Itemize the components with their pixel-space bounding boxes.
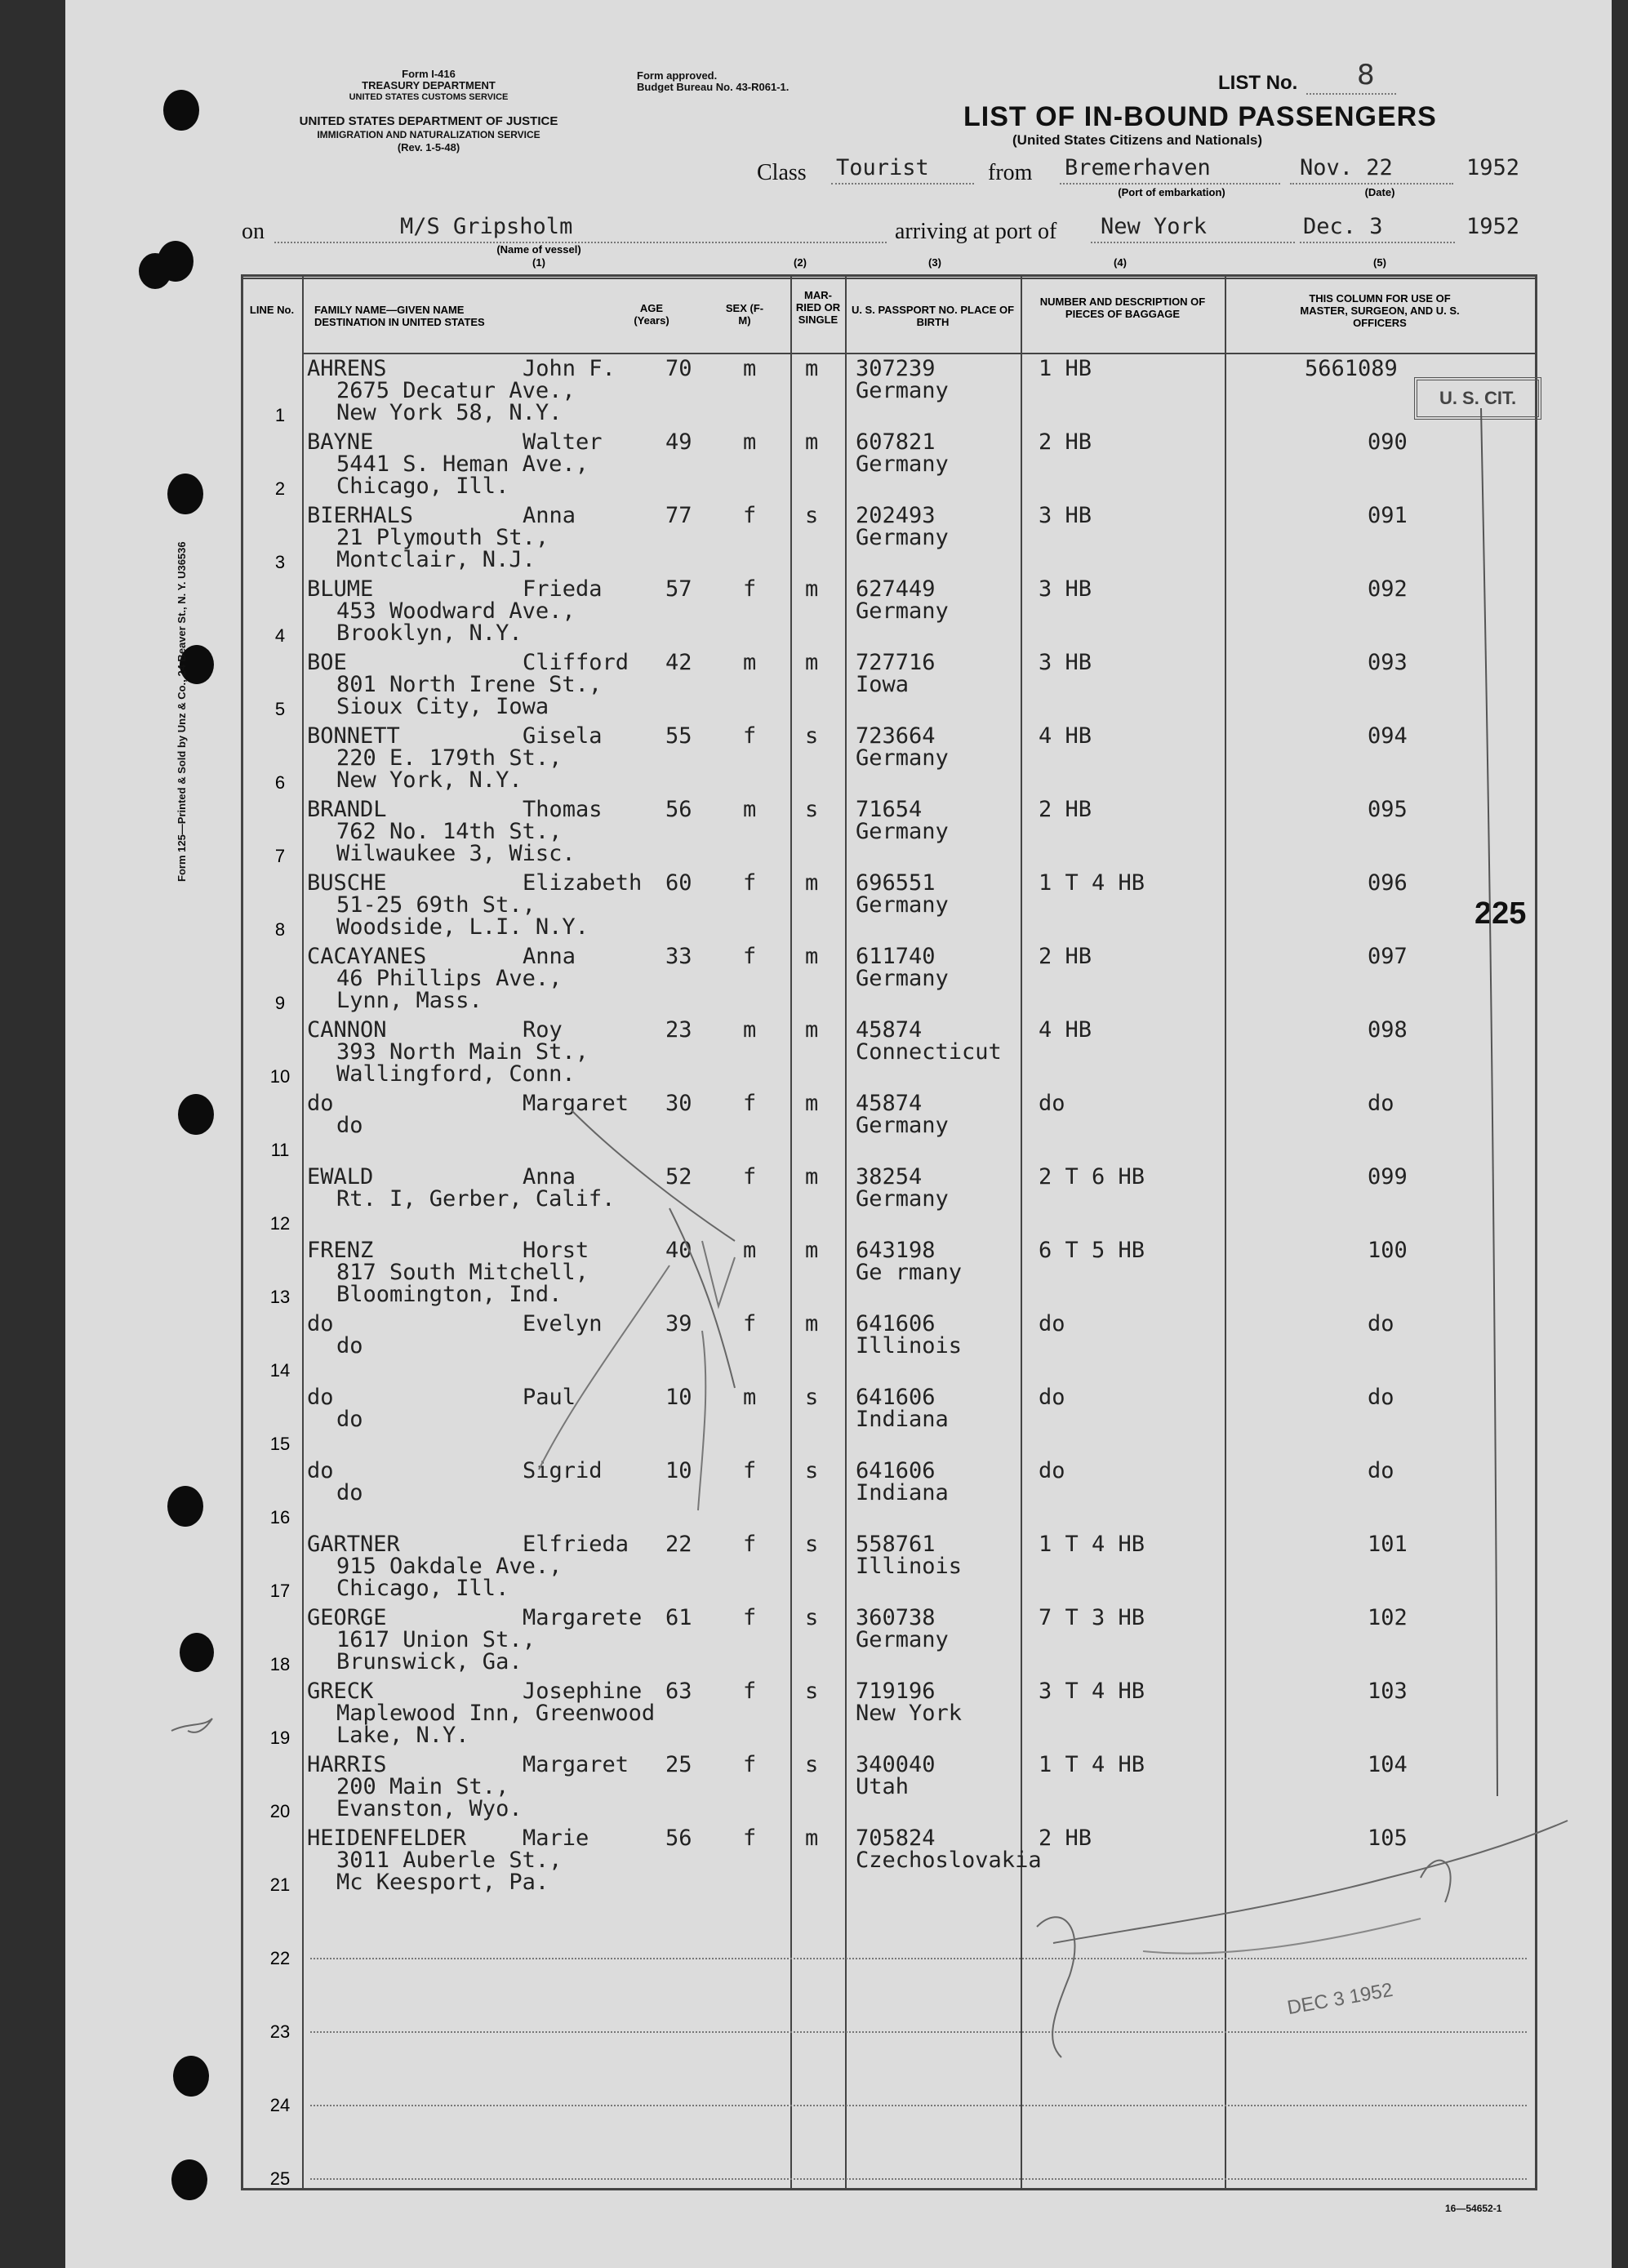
baggage: 3 HB: [1039, 650, 1092, 675]
sex: m: [743, 797, 757, 822]
header-married: MAR-RIED OR SINGLE: [795, 289, 841, 326]
destination-street: 915 Oakdale Ave.,: [336, 1554, 563, 1579]
passport-number: 643198: [856, 1238, 936, 1263]
place-of-birth: Ge rmany: [856, 1260, 963, 1285]
marital-status: m: [805, 870, 819, 896]
port-of-embarkation: Bremerhaven: [1065, 155, 1211, 180]
marital-status: s: [805, 503, 819, 528]
family-name: BONNETT: [307, 723, 400, 749]
arrival-year: 1952: [1466, 214, 1520, 239]
sex: f: [743, 1679, 757, 1704]
age: 40: [665, 1238, 692, 1263]
family-name: CACAYANES: [307, 944, 427, 969]
sex: f: [743, 503, 757, 528]
age: 10: [665, 1458, 692, 1483]
destination-street: 1617 Union St.,: [336, 1627, 536, 1652]
destination-city: Lynn, Mass.: [336, 988, 483, 1013]
line-number: 12: [269, 1213, 291, 1234]
given-name: Anna: [523, 1164, 576, 1190]
family-name: BUSCHE: [307, 870, 387, 896]
passport-number: 202493: [856, 503, 936, 528]
customs-service: UNITED STATES CUSTOMS SERVICE: [349, 92, 509, 102]
margin-count: 225: [1475, 896, 1527, 931]
baggage: 3 HB: [1039, 503, 1092, 528]
destination-city: Brunswick, Ga.: [336, 1649, 523, 1674]
destination-street: 220 E. 179th St.,: [336, 745, 563, 771]
destination-street: do: [336, 1480, 363, 1505]
line-number: 13: [269, 1287, 291, 1307]
place-of-birth: Utah: [856, 1774, 910, 1799]
place-of-birth: Germany: [856, 745, 949, 771]
passport-number: 641606: [856, 1458, 936, 1483]
destination-street: 21 Plymouth St.,: [336, 525, 549, 550]
passport-number: 340040: [856, 1752, 936, 1777]
baggage: 1 T 4 HB: [1039, 1752, 1145, 1777]
form-approved: Form approved.: [637, 69, 718, 82]
age: 25: [665, 1752, 692, 1777]
given-name: Elizabeth: [523, 870, 643, 896]
officer-number: do: [1368, 1311, 1394, 1336]
destination-street: 817 South Mitchell,: [336, 1260, 589, 1285]
line-number: 23: [269, 2021, 291, 2042]
passport-number: 641606: [856, 1311, 936, 1336]
place-of-birth: Germany: [856, 819, 949, 844]
header-officer-use: THIS COLUMN FOR USE OF MASTER, SURGEON, AND U. S. OFFICERS: [1300, 292, 1460, 329]
destination-city: New York 58, N.Y.: [336, 400, 563, 425]
destination-street: 801 North Irene St.,: [336, 672, 603, 697]
place-of-birth: Germany: [856, 451, 949, 477]
footer-code: 16—54652-1: [1445, 2203, 1502, 2214]
destination-city: Chicago, Ill.: [336, 474, 509, 499]
header-passport: U. S. PASSPORT NO. PLACE OF BIRTH: [851, 304, 1015, 328]
age: 60: [665, 870, 692, 896]
place-of-birth: Germany: [856, 1113, 949, 1138]
place-of-birth: Illinois: [856, 1554, 963, 1579]
on-label: on: [242, 219, 265, 244]
officer-number: 090: [1368, 429, 1408, 455]
marital-status: m: [805, 1017, 819, 1043]
sex: f: [743, 1532, 757, 1557]
marital-status: m: [805, 1311, 819, 1336]
officer-number: 5661089: [1305, 356, 1398, 381]
given-name: Anna: [523, 503, 576, 528]
destination-street: Rt. I, Gerber, Calif.: [336, 1186, 616, 1212]
baggage: 2 HB: [1039, 797, 1092, 822]
sex: m: [743, 429, 757, 455]
budget-bureau: Budget Bureau No. 43-R061-1.: [637, 81, 790, 93]
sex: m: [743, 1017, 757, 1043]
age: 77: [665, 503, 692, 528]
family-name: GEORGE: [307, 1605, 387, 1630]
family-name: GARTNER: [307, 1532, 400, 1557]
destination-city: Evanston, Wyo.: [336, 1796, 523, 1821]
place-of-birth: New York: [856, 1701, 963, 1726]
destination-city: Montclair, N.J.: [336, 547, 536, 572]
departure-date: Nov. 22: [1300, 155, 1393, 180]
departure-year: 1952: [1466, 155, 1520, 180]
baggage: 2 T 6 HB: [1039, 1164, 1145, 1190]
baggage: 3 HB: [1039, 576, 1092, 602]
age: 70: [665, 356, 692, 381]
baggage: 4 HB: [1039, 723, 1092, 749]
header-sex: SEX (F-M): [725, 302, 764, 327]
line-number: 6: [274, 772, 286, 793]
baggage: do: [1039, 1385, 1065, 1410]
line-number: 9: [274, 993, 286, 1013]
baggage: 1 T 4 HB: [1039, 1532, 1145, 1557]
header-line-no: LINE No.: [249, 304, 295, 316]
marital-status: s: [805, 1532, 819, 1557]
place-of-birth: Czechoslovakia: [856, 1848, 1042, 1873]
marital-status: m: [805, 1164, 819, 1190]
marital-status: m: [805, 1826, 819, 1851]
marital-status: m: [805, 650, 819, 675]
family-name: do: [307, 1091, 334, 1116]
destination-street: 200 Main St.,: [336, 1774, 509, 1799]
officer-number: 096: [1368, 870, 1408, 896]
marital-status: m: [805, 1091, 819, 1116]
sex: m: [743, 650, 757, 675]
baggage: do: [1039, 1311, 1065, 1336]
family-name: BOE: [307, 650, 347, 675]
arrival-date: Dec. 3: [1303, 214, 1383, 239]
line-number: 8: [274, 919, 286, 940]
officer-number: 104: [1368, 1752, 1408, 1777]
department-of-justice: UNITED STATES DEPARTMENT OF JUSTICE: [299, 114, 558, 128]
age: 49: [665, 429, 692, 455]
passport-number: 627449: [856, 576, 936, 602]
officer-number: 098: [1368, 1017, 1408, 1043]
age: 10: [665, 1385, 692, 1410]
line-number: 21: [269, 1874, 291, 1895]
line-number: 20: [269, 1801, 291, 1821]
sex: m: [743, 1238, 757, 1263]
destination-street: do: [336, 1113, 363, 1138]
sex: m: [743, 356, 757, 381]
officer-number: 100: [1368, 1238, 1408, 1263]
destination-street: 51-25 69th St.,: [336, 892, 536, 918]
place-of-birth: Germany: [856, 1186, 949, 1212]
arrival-port: New York: [1101, 214, 1208, 239]
sex: f: [743, 944, 757, 969]
officer-number: 103: [1368, 1679, 1408, 1704]
list-no-handwritten: 8: [1357, 59, 1375, 91]
officer-number: do: [1368, 1385, 1394, 1410]
marital-status: s: [805, 723, 819, 749]
line-number: 3: [274, 552, 286, 572]
marital-status: m: [805, 356, 819, 381]
line-number: 19: [269, 1728, 291, 1748]
marital-status: m: [805, 576, 819, 602]
baggage: 4 HB: [1039, 1017, 1092, 1043]
passport-number: 558761: [856, 1532, 936, 1557]
baggage: 7 T 3 HB: [1039, 1605, 1145, 1630]
given-name: Sigrid: [523, 1458, 603, 1483]
sex: f: [743, 723, 757, 749]
line-number: 4: [274, 625, 286, 646]
family-name: do: [307, 1458, 334, 1483]
passport-number: 607821: [856, 429, 936, 455]
destination-street: 453 Woodward Ave.,: [336, 598, 576, 624]
destination-city: Chicago, Ill.: [336, 1576, 509, 1601]
given-name: Marie: [523, 1826, 589, 1851]
given-name: Evelyn: [523, 1311, 603, 1336]
sex: f: [743, 1752, 757, 1777]
us-citizen-stamp: U. S. CIT.: [1414, 377, 1541, 420]
treasury-department: TREASURY DEPARTMENT: [362, 79, 496, 91]
officer-number: 097: [1368, 944, 1408, 969]
officer-number: 094: [1368, 723, 1408, 749]
passport-number: 705824: [856, 1826, 936, 1851]
line-number: 16: [269, 1507, 291, 1528]
age: 57: [665, 576, 692, 602]
sex: m: [743, 1385, 757, 1410]
age: 56: [665, 797, 692, 822]
given-name: Roy: [523, 1017, 563, 1043]
officer-number: do: [1368, 1091, 1394, 1116]
form-revision: (Rev. 1-5-48): [397, 141, 460, 153]
family-name: HARRIS: [307, 1752, 387, 1777]
baggage: do: [1039, 1458, 1065, 1483]
line-number: 2: [274, 478, 286, 499]
family-name: GRECK: [307, 1679, 374, 1704]
officer-number: 101: [1368, 1532, 1408, 1557]
passport-number: 611740: [856, 944, 936, 969]
given-name: Paul: [523, 1385, 576, 1410]
age: 63: [665, 1679, 692, 1704]
passport-number: 38254: [856, 1164, 923, 1190]
date-stamp: DEC 3 1952: [1285, 1978, 1395, 2020]
destination-city: Woodside, L.I. N.Y.: [336, 914, 589, 940]
sex: f: [743, 576, 757, 602]
given-name: Horst: [523, 1238, 589, 1263]
baggage: 3 T 4 HB: [1039, 1679, 1145, 1704]
side-printer-imprint: Form 125—Printed & Sold by Unz & Co., 24 Beaver St., N. Y. U36536: [176, 541, 188, 882]
baggage: 2 HB: [1039, 429, 1092, 455]
port-caption: (Port of embarkation): [1118, 186, 1225, 198]
line-number: 15: [269, 1434, 291, 1454]
baggage: do: [1039, 1091, 1065, 1116]
line-number: 10: [269, 1066, 291, 1087]
officer-number: 093: [1368, 650, 1408, 675]
destination-city: New York, N.Y.: [336, 767, 523, 793]
marital-status: s: [805, 797, 819, 822]
passport-number: 696551: [856, 870, 936, 896]
baggage: 1 HB: [1039, 356, 1092, 381]
family-name: BLUME: [307, 576, 374, 602]
place-of-birth: Illinois: [856, 1333, 963, 1359]
given-name: Walter: [523, 429, 603, 455]
marital-status: s: [805, 1385, 819, 1410]
given-name: Josephine: [523, 1679, 643, 1704]
marital-status: m: [805, 429, 819, 455]
line-number: 18: [269, 1654, 291, 1674]
place-of-birth: Connecticut: [856, 1039, 1002, 1065]
baggage: 2 HB: [1039, 944, 1092, 969]
line-number: 5: [274, 699, 286, 719]
destination-street: 762 No. 14th St.,: [336, 819, 563, 844]
destination-city: Mc Keesport, Pa.: [336, 1870, 549, 1895]
baggage: 1 T 4 HB: [1039, 870, 1145, 896]
given-name: Frieda: [523, 576, 603, 602]
age: 39: [665, 1311, 692, 1336]
class-value: Tourist: [836, 155, 929, 180]
family-name: BIERHALS: [307, 503, 414, 528]
date-caption: (Date): [1364, 186, 1395, 198]
passport-number: 71654: [856, 797, 923, 822]
place-of-birth: Germany: [856, 966, 949, 991]
given-name: Elfrieda: [523, 1532, 629, 1557]
place-of-birth: Germany: [856, 892, 949, 918]
officer-number: 095: [1368, 797, 1408, 822]
family-name: FRENZ: [307, 1238, 374, 1263]
destination-city: Brooklyn, N.Y.: [336, 620, 523, 646]
line-number: 22: [269, 1948, 291, 1968]
age: 30: [665, 1091, 692, 1116]
destination-street: do: [336, 1333, 363, 1359]
col-num-3: (3): [928, 256, 941, 269]
given-name: Margaret: [523, 1752, 629, 1777]
destination-street: Maplewood Inn, Greenwood: [336, 1701, 656, 1726]
passport-number: 360738: [856, 1605, 936, 1630]
line-number: 24: [269, 2095, 291, 2115]
sex: f: [743, 1311, 757, 1336]
place-of-birth: Germany: [856, 1627, 949, 1652]
officer-number: 092: [1368, 576, 1408, 602]
sex: f: [743, 1458, 757, 1483]
family-name: AHRENS: [307, 356, 387, 381]
passport-number: 307239: [856, 356, 936, 381]
class-label: Class: [757, 160, 807, 185]
family-name: CANNON: [307, 1017, 387, 1043]
form-number: Form I-416: [402, 68, 456, 80]
given-name: Margarete: [523, 1605, 643, 1630]
destination-street: 393 North Main St.,: [336, 1039, 589, 1065]
line-number: 14: [269, 1360, 291, 1381]
sex: f: [743, 1826, 757, 1851]
destination-city: Lake, N.Y.: [336, 1723, 469, 1748]
officer-number: 102: [1368, 1605, 1408, 1630]
given-name: Anna: [523, 944, 576, 969]
destination-street: 46 Phillips Ave.,: [336, 966, 563, 991]
officer-number: do: [1368, 1458, 1394, 1483]
line-number: 25: [269, 2168, 291, 2189]
passport-number: 641606: [856, 1385, 936, 1410]
place-of-birth: Germany: [856, 378, 949, 403]
officer-number: 099: [1368, 1164, 1408, 1190]
age: 56: [665, 1826, 692, 1851]
marital-status: m: [805, 944, 819, 969]
line-number: 17: [269, 1581, 291, 1601]
immigration-service: IMMIGRATION AND NATURALIZATION SERVICE: [317, 129, 540, 140]
document-subtitle: (United States Citizens and Nationals): [1012, 132, 1263, 148]
family-name: BAYNE: [307, 429, 374, 455]
vessel-name: M/S Gripsholm: [400, 214, 573, 239]
header-baggage: NUMBER AND DESCRIPTION OF PIECES OF BAGGAGE: [1039, 296, 1206, 320]
family-name: do: [307, 1311, 334, 1336]
arriving-label: arriving at port of: [895, 219, 1057, 244]
marital-status: m: [805, 1238, 819, 1263]
family-name: BRANDL: [307, 797, 387, 822]
document-title: LIST OF IN-BOUND PASSENGERS: [963, 101, 1437, 132]
marital-status: s: [805, 1752, 819, 1777]
marital-status: s: [805, 1605, 819, 1630]
marital-status: s: [805, 1458, 819, 1483]
age: 23: [665, 1017, 692, 1043]
line-number: 1: [274, 405, 286, 425]
officer-number: 105: [1368, 1826, 1408, 1851]
officer-number: 091: [1368, 503, 1408, 528]
sex: f: [743, 1091, 757, 1116]
family-name: EWALD: [307, 1164, 374, 1190]
destination-city: Bloomington, Ind.: [336, 1282, 563, 1307]
baggage: 6 T 5 HB: [1039, 1238, 1145, 1263]
age: 55: [665, 723, 692, 749]
place-of-birth: Indiana: [856, 1407, 949, 1432]
age: 61: [665, 1605, 692, 1630]
from-label: from: [988, 160, 1033, 185]
age: 52: [665, 1164, 692, 1190]
family-name: do: [307, 1385, 334, 1410]
vessel-caption: (Name of vessel): [496, 243, 581, 256]
given-name: Clifford: [523, 650, 629, 675]
destination-street: do: [336, 1407, 363, 1432]
destination-city: Wallingford, Conn.: [336, 1061, 576, 1087]
line-number: 11: [270, 1140, 290, 1160]
passport-number: 723664: [856, 723, 936, 749]
sex: f: [743, 870, 757, 896]
passport-number: 45874: [856, 1017, 923, 1043]
col-num-4: (4): [1114, 256, 1127, 269]
sex: f: [743, 1605, 757, 1630]
age: 42: [665, 650, 692, 675]
place-of-birth: Indiana: [856, 1480, 949, 1505]
col-num-2: (2): [794, 256, 807, 269]
given-name: Margaret: [523, 1091, 629, 1116]
destination-street: 2675 Decatur Ave.,: [336, 378, 576, 403]
list-no-label: LIST No.: [1218, 72, 1298, 94]
line-number: 7: [274, 846, 286, 866]
age: 22: [665, 1532, 692, 1557]
passport-number: 45874: [856, 1091, 923, 1116]
destination-city: Wilwaukee 3, Wisc.: [336, 841, 576, 866]
given-name: John F.: [523, 356, 616, 381]
given-name: Thomas: [523, 797, 603, 822]
baggage: 2 HB: [1039, 1826, 1092, 1851]
place-of-birth: Iowa: [856, 672, 910, 697]
header-name: FAMILY NAME—GIVEN NAME DESTINATION IN UNITED STATES: [314, 304, 485, 328]
destination-street: 3011 Auberle St.,: [336, 1848, 563, 1873]
destination-street: 5441 S. Heman Ave.,: [336, 451, 589, 477]
age: 33: [665, 944, 692, 969]
marital-status: s: [805, 1679, 819, 1704]
place-of-birth: Germany: [856, 598, 949, 624]
sex: f: [743, 1164, 757, 1190]
col-num-5: (5): [1373, 256, 1386, 269]
place-of-birth: Germany: [856, 525, 949, 550]
destination-city: Sioux City, Iowa: [336, 694, 549, 719]
passport-number: 719196: [856, 1679, 936, 1704]
family-name: HEIDENFELDER: [307, 1826, 467, 1851]
header-age: AGE (Years): [634, 302, 669, 327]
passport-number: 727716: [856, 650, 936, 675]
given-name: Gisela: [523, 723, 603, 749]
col-num-1: (1): [532, 256, 545, 269]
